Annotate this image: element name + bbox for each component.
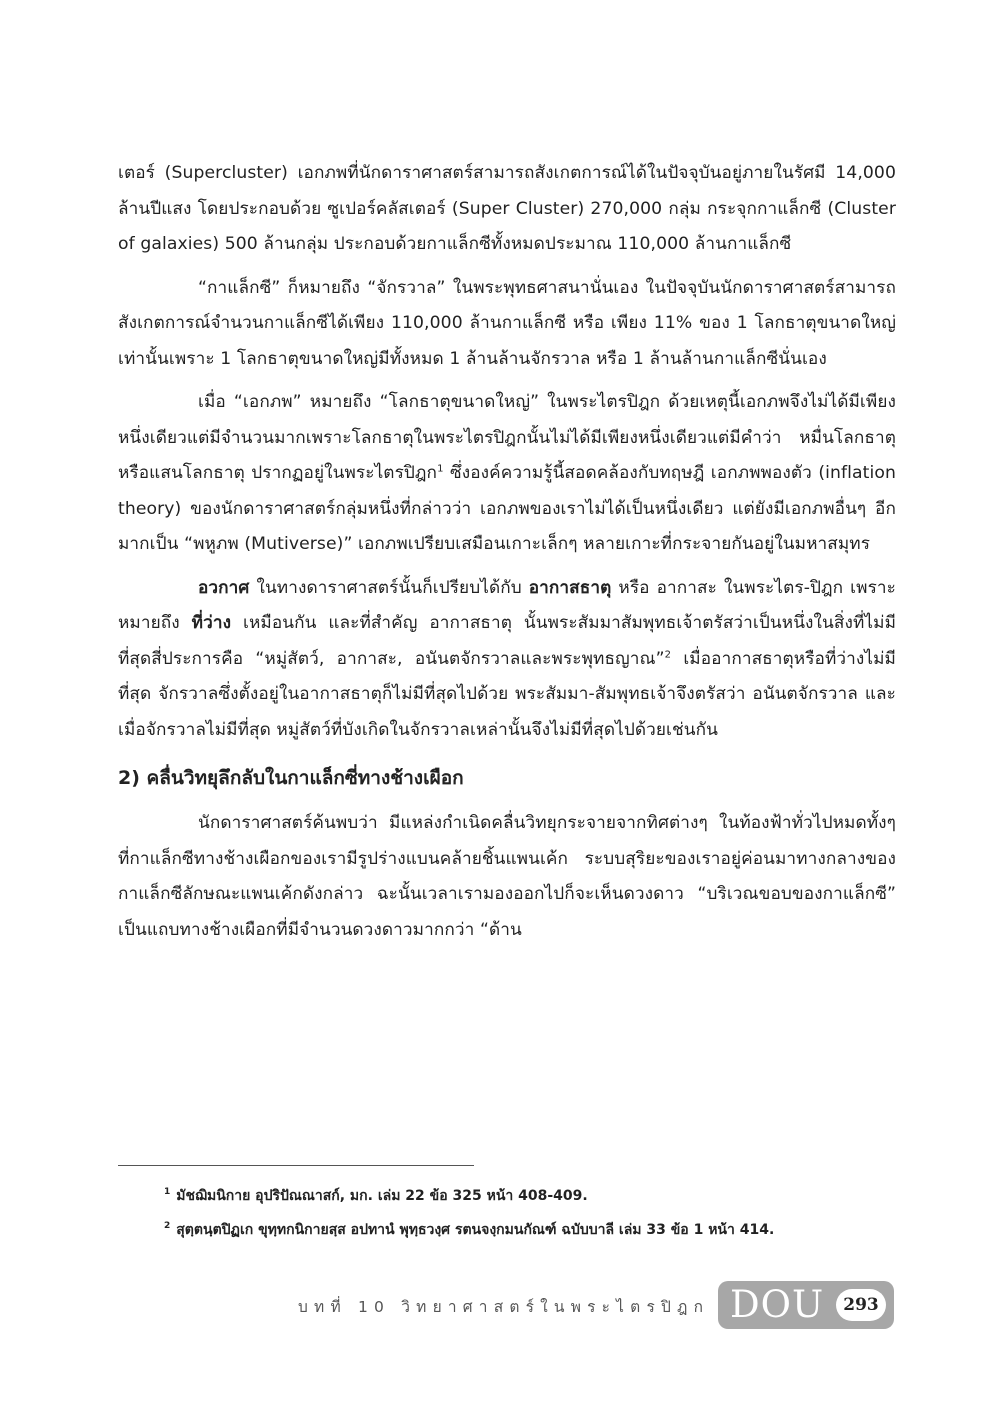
running-head: บทที่ 10 วิทยาศาสตร์ในพระไตรปิฎก	[298, 1298, 710, 1316]
footnote-divider	[118, 1165, 474, 1166]
paragraph-space-text1: ในทางดาราศาสตร์นั้นก็เปรียบได้กับ	[249, 577, 529, 598]
dou-logo: DOU	[730, 1283, 825, 1326]
footnotes	[164, 1186, 904, 1254]
footnote-mark: 1	[164, 1187, 171, 1198]
footnote-1	[164, 1186, 904, 1206]
section-heading: 2) คลื่นวิทยุลึกลับในกาแล็กซี่ทางช้างเผือก	[118, 767, 464, 789]
paragraph-galaxy: “กาแล็กซี” ก็หมายถึง “จักรวาล” ในพระพุทธศาสนานั่นเอง ในปัจจุบันนักดาราศาสตร์สามารถสังเกตการณ์จำนวนกาแล็กซีได้เพียง 110,000 ล้านกาแล็กซี หรือ เพียง 11% ของ 1 โลกธาตุขนาดใหญ่เท่านั้นเพราะ 1 โลกธาตุขนาดใหญ่มีทั้งหมด 1 ล้านล้านจักรวาล หรือ 1 ล้านล้านกาแล็กซีนั่นเอง	[118, 277, 896, 369]
page-number: 293	[836, 1289, 886, 1321]
term-empty-space: ที่ว่าง	[191, 613, 232, 633]
footnote-text: สุตฺตนฺตปิฏเก ขุทฺทกนิกายสฺส อปทานํ พุทฺธวงฺศ รตนจงฺกมนกัณฑ์ ฉบับบาลี เล่ม 33 ข้อ 1 หน้า 414.	[176, 1222, 775, 1238]
main-text	[118, 156, 896, 948]
footnote-mark: 2	[164, 1221, 171, 1232]
page-badge	[718, 1281, 894, 1329]
paragraph-space-text3: เหมือนกัน และที่สำคัญ อากาสธาตุ นั้นพระสัมมาสัมพุทธเจ้าตรัสว่าเป็นหนึ่งในสิ่งที่ไม่มีที่สุดสี่ประการคือ “หมู่สัตว์, อากาสะ, อนันตจักรวาลและพระพุทธญาณ”	[118, 613, 896, 669]
footnote-ref-2[interactable]: 2	[664, 648, 672, 660]
term-awakat: อวกาศ	[198, 577, 250, 598]
footnote-ref-1[interactable]: 1	[437, 463, 444, 475]
footnote-text: มัชฌิมนิกาย อุปริปัณณาสก์, มก. เล่ม 22 ข้อ 325 หน้า 408-409.	[176, 1188, 588, 1204]
paragraph-space-text2: หรือ อากาสะ ในพระไตร-ปิฎก เพราะหมายถึง	[118, 577, 896, 633]
paragraph-universe-part1: เมื่อ “เอกภพ” หมายถึง “โลกธาตุขนาดใหญ่” ในพระไตรปิฎก ด้วยเหตุนี้เอกภพจึงไม่ได้มีเพียงหนึ่งเดียวแต่มีจำนวนมากเพราะโลกธาตุในพระไตรปิฎกนั้นไม่ได้มีเพียงหนึ่งเดียวแต่มีคำว่า หมื่นโลกธาตุหรือแสนโลกธาตุ ปรากฏอยู่ในพระไตรปิฎก	[118, 392, 896, 483]
paragraph-universe	[118, 385, 896, 563]
paragraph-supercluster: เตอร์ (Supercluster) เอกภพที่นักดาราศาสตร์สามารถสังเกตการณ์ได้ในปัจจุบันอยู่ภายในรัศมี 14,000 ล้านปีแสง โดยประกอบด้วย ซูเปอร์คลัสเตอร์ (Super Cluster) 270,000 กลุ่ม กระจุกกาแล็กซี (Cluster of galaxies) 500 ล้านกลุ่ม ประกอบด้วยกาแล็กซีทั้งหมดประมาณ 110,000 ล้านกาแล็กซี	[118, 163, 896, 254]
paragraph-space	[118, 571, 896, 749]
paragraph-universe-part2: ซึ่งองค์ความรู้นี้สอดคล้องกับทฤษฎี เอกภพพองตัว (inflation theory) ของนักดาราศาสตร์กลุ่มหนึ่งที่กล่าวว่า เอกภพของเราไม่ได้เป็นหนึ่งเดียว แต่ยังมีเอกภพอื่นๆ อีกมากเป็น “พหูภพ (Mutiverse)” เอกภพเปรียบเสมือนเกาะเล็กๆ หลายเกาะที่กระจายกันอยู่ในมหาสมุทร	[118, 463, 896, 554]
paragraph-space-text4: เมื่ออากาสธาตุหรือที่ว่างไม่มีที่สุด จักรวาลซึ่งตั้งอยู่ในอากาสธาตุก็ไม่มีที่สุดไปด้วย พระสัมมา-สัมพุทธเจ้าจึงตรัสว่า อนันตจักรวาล และเมื่อจักรวาลไม่มีที่สุด หมู่สัตว์ที่บังเกิดในจักรวาลเหล่านั้นจึงไม่มีที่สุดไปด้วยเช่นกัน	[118, 648, 896, 740]
footnote-2	[164, 1220, 904, 1240]
paragraph-radio-waves: นักดาราศาสตร์ค้นพบว่า มีแหล่งกำเนิดคลื่นวิทยุกระจายจากทิศต่างๆ ในท้องฟ้าทั่วไปหมดทั้งๆ ที่กาแล็กซีทางช้างเผือกของเรามีรูปร่างแบนคล้ายชิ้นแพนเค้ก ระบบสุริยะของเราอยู่ค่อนมาทางกลางของกาแล็กซีลักษณะแพนเค้กดังกล่าว ฉะนั้นเวลาเรามองออกไปก็จะเห็นดวงดาว “บริเวณขอบของกาแล็กซี” เป็นแถบทางช้างเผือกที่มีจำนวนดวงดาวมากกว่า “ด้าน	[118, 813, 896, 940]
term-akasadhatu: อากาสธาตุ	[528, 577, 612, 598]
